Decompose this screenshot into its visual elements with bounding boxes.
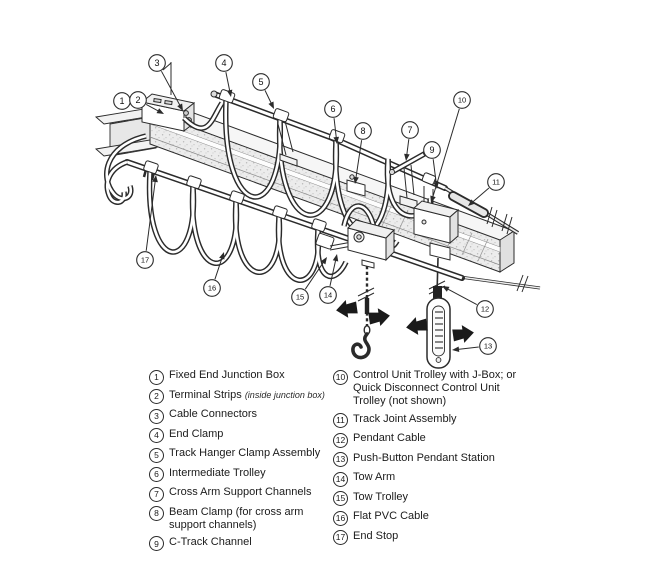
legend-item-label: Control Unit Trolley with J-Box; or Quick Disconnect Control Unit Trolley (not shown) — [353, 369, 517, 408]
legend-item-number: 2 — [149, 389, 164, 404]
legend-item-number: 9 — [149, 536, 164, 551]
legend-item-label: End Stop — [353, 529, 399, 542]
callout-7 — [402, 122, 419, 161]
legend-item-number: 10 — [333, 370, 348, 385]
legend-item-label: C-Track Channel — [169, 535, 252, 548]
legend-item — [149, 408, 331, 424]
legend-item-label: Terminal Strips (inside junction box) — [169, 388, 325, 401]
legend-item — [333, 530, 531, 546]
legend-item — [149, 486, 331, 502]
legend-item — [149, 536, 331, 552]
motion-arrow-left-icon — [335, 299, 358, 320]
rail-break-marks — [517, 275, 528, 292]
legend-column-left — [149, 369, 331, 555]
legend-item — [149, 428, 331, 444]
legend-item — [333, 413, 531, 429]
legend-item-label: Fixed End Junction Box — [169, 369, 285, 381]
legend-item-label: Flat PVC Cable — [353, 510, 429, 523]
legend-item-label: End Clamp — [169, 427, 224, 440]
callout-number: 10 — [457, 95, 467, 105]
callout-11 — [468, 174, 504, 206]
callout-arrowhead — [268, 101, 274, 109]
callout-number: 4 — [221, 58, 227, 69]
legend-item-label: Track Hanger Clamp Assembly — [169, 447, 321, 459]
motion-arrow-right-icon — [368, 307, 391, 328]
callout-number: 17 — [140, 255, 150, 265]
callout-number: 9 — [429, 145, 435, 156]
callout-arrowhead — [452, 346, 459, 352]
callout-number: 11 — [492, 177, 500, 187]
legend-item — [333, 369, 531, 409]
legend-column-right — [333, 369, 531, 549]
track-hanger-clamp — [273, 108, 290, 122]
motion-arrows — [335, 299, 475, 345]
legend-item — [333, 510, 531, 526]
callout-leader-line — [407, 139, 409, 156]
legend-item-number: 6 — [149, 467, 164, 482]
legend-item-number: 11 — [333, 413, 348, 428]
legend-item — [333, 432, 531, 448]
legend-item-number: 13 — [333, 452, 348, 467]
legend-item-number: 16 — [333, 511, 348, 526]
callout-number: 1 — [119, 96, 125, 107]
push-button-pendant-station — [427, 286, 450, 368]
callout-number: 16 — [207, 283, 217, 293]
callout-number: 6 — [330, 104, 336, 115]
legend-item — [149, 369, 331, 385]
legend-item-number: 4 — [149, 428, 164, 443]
cable-connector — [184, 111, 189, 116]
callout-leader-line — [226, 72, 230, 92]
motion-arrow-left-icon — [405, 316, 428, 337]
legend-item — [149, 467, 331, 483]
legend-item-label: Tow Arm — [353, 471, 396, 484]
legend-item-number: 7 — [149, 487, 164, 502]
legend-item — [149, 447, 331, 463]
callout-number: 14 — [323, 290, 333, 300]
legend-item-number: 1 — [149, 370, 164, 385]
legend-item-number: 3 — [149, 409, 164, 424]
hoist-hook — [353, 326, 370, 358]
legend-item-label: Track Joint Assembly — [353, 412, 457, 425]
callout-leader-line — [265, 90, 272, 104]
legend-item-number: 8 — [149, 506, 164, 521]
lower-rail — [460, 275, 540, 292]
legend-item-number: 15 — [333, 491, 348, 506]
tow-trolley-assembly — [315, 220, 394, 268]
callout-arrowhead — [333, 254, 338, 261]
callout-leader-line — [446, 288, 476, 304]
callout-arrowhead — [442, 286, 449, 292]
motion-arrow-right-icon — [452, 324, 475, 345]
legend-item — [333, 452, 531, 468]
callout-leader-line — [215, 257, 222, 279]
callout-1 — [114, 93, 131, 110]
legend-item-label: Pendant Cable — [353, 432, 426, 445]
legend-item-number: 17 — [333, 530, 348, 545]
callout-5 — [253, 74, 274, 109]
legend-item-label: Beam Clamp (for cross arm support channels) — [169, 505, 304, 531]
legend-item-label: Tow Trolley — [353, 490, 409, 503]
callout-arrowhead — [219, 252, 224, 260]
callout-number: 3 — [154, 58, 160, 69]
callout-number: 2 — [135, 95, 141, 106]
terminal-strips — [154, 99, 161, 103]
legend-item-label: Intermediate Trolley — [169, 466, 266, 479]
end-clamp — [211, 91, 217, 97]
legend-item-number: 5 — [149, 448, 164, 463]
legend-item-number: 14 — [333, 472, 348, 487]
legend-item — [333, 471, 531, 487]
legend-item — [333, 491, 531, 507]
legend-item-number: 12 — [333, 433, 348, 448]
callout-leader-line — [472, 188, 489, 203]
callout-leader-line — [457, 347, 479, 349]
callout-number: 12 — [480, 304, 490, 314]
callout-number: 13 — [483, 341, 493, 351]
callout-number: 8 — [360, 126, 366, 137]
callout-number: 15 — [295, 292, 305, 302]
legend-item-label: Cross Arm Support Channels — [169, 486, 312, 498]
legend-item — [149, 506, 331, 532]
callout-number: 7 — [407, 125, 413, 136]
callout-number: 5 — [258, 77, 264, 88]
legend-item-label: Cable Connectors — [169, 408, 258, 420]
legend-item-note: (inside junction box) — [244, 389, 325, 400]
legend-item — [149, 389, 331, 405]
callout-13 — [452, 338, 496, 355]
legend-item-label: Push-Button Pendant Station — [353, 451, 495, 464]
